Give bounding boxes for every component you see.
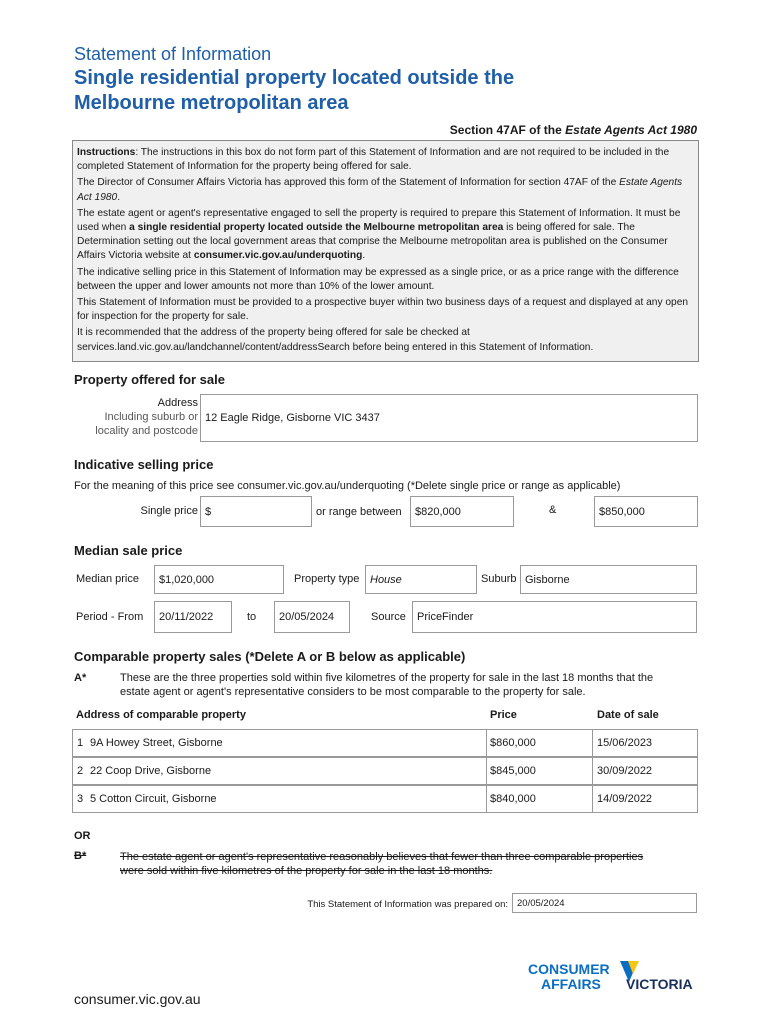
row-price[interactable]: $860,000 bbox=[490, 737, 536, 749]
period-to-field[interactable] bbox=[274, 601, 350, 633]
table-row bbox=[72, 757, 698, 785]
period-from-value: 20/11/2022 bbox=[159, 611, 214, 623]
range-ampersand: & bbox=[549, 504, 557, 516]
option-b-label: B* bbox=[74, 850, 87, 862]
logo-text-victoria: VICTORIA bbox=[626, 976, 693, 992]
or-label: OR bbox=[74, 830, 91, 842]
instructions-p3-b: is being offered for sale. The Determination setting out the local government areas that comprise the Melbourne metropolitan area is published on the Consumer Affairs Victoria website at bbox=[77, 222, 668, 262]
single-price-field[interactable] bbox=[200, 496, 312, 527]
instructions-p3-a: The estate agent or agent's representative engaged to sell the property is required to prepare this Statement of Information. It must be used when bbox=[77, 207, 681, 234]
row-address[interactable]: 9A Howey Street, Gisborne bbox=[90, 737, 223, 749]
suburb-label: Suburb bbox=[481, 573, 517, 585]
address-label-line3: locality and postcode bbox=[95, 425, 198, 437]
table-row bbox=[72, 785, 698, 813]
form-title bbox=[74, 66, 694, 116]
instructions-p2-act: Estate Agents Act 1980 bbox=[77, 177, 683, 203]
instructions-p3-bold: a single residential property located outside the Melbourne metropolitan area bbox=[129, 222, 504, 234]
section-reference bbox=[74, 123, 697, 137]
comparable-heading: Comparable property sales (*Delete A or B below as applicable) bbox=[74, 649, 466, 664]
instructions-label: Instructions bbox=[77, 147, 136, 158]
indicative-note: For the meaning of this price see consumer.vic.gov.au/underquoting (*Delete single price or range as applicable) bbox=[74, 480, 621, 492]
section-reference-prefix: Section 47AF of the bbox=[449, 123, 566, 137]
footer-url[interactable]: consumer.vic.gov.au bbox=[74, 991, 201, 1007]
instructions-p6: It is recommended that the address of the property being offered for sale be checked at services.land.vic.gov.au/landchannel/content/addressSearch before being entered in this Statement of Information. bbox=[77, 327, 594, 353]
single-price-label: Single price bbox=[140, 505, 198, 517]
range-low-value: $820,000 bbox=[415, 505, 461, 518]
instructions-box bbox=[72, 140, 699, 362]
column-divider bbox=[592, 758, 593, 784]
instructions-p3-end: . bbox=[362, 250, 366, 262]
row-price[interactable]: $840,000 bbox=[490, 793, 536, 805]
col-header-address: Address of comparable property bbox=[76, 709, 246, 721]
address-label-line1: Address bbox=[157, 397, 198, 409]
median-price-label: Median price bbox=[76, 573, 139, 585]
row-date[interactable]: 30/09/2022 bbox=[597, 765, 653, 777]
row-date[interactable]: 15/06/2023 bbox=[597, 737, 653, 749]
option-a-label: A* bbox=[74, 672, 87, 684]
form-supertitle: Statement of Information bbox=[74, 44, 272, 64]
instructions-p1-text: : The instructions in this box do not form part of this Statement of Information and are not required to be included in the completed Statement of Information for the property being offered for sale. bbox=[77, 147, 670, 173]
range-high-value: $850,000 bbox=[599, 505, 645, 518]
period-to-label: to bbox=[247, 611, 257, 623]
col-header-price: Price bbox=[490, 709, 517, 721]
range-high-field[interactable] bbox=[594, 496, 698, 527]
column-divider bbox=[592, 730, 593, 756]
instructions-p2-end: . bbox=[117, 191, 121, 203]
option-b-text-line1: The estate agent or agent's representative reasonably believes that fewer than three comparable properties bbox=[120, 851, 644, 863]
property-heading: Property offered for sale bbox=[74, 372, 225, 387]
address-label-line2: Including suburb or bbox=[104, 411, 198, 423]
instructions-p5: This Statement of Information must be provided to a prospective buyer within two business days of a request and displayed at any open for inspection for the property for sale. bbox=[77, 297, 689, 323]
row-price[interactable]: $845,000 bbox=[490, 765, 536, 777]
row-number: 3 bbox=[77, 793, 84, 805]
address-field[interactable] bbox=[200, 394, 698, 442]
period-from-field[interactable] bbox=[154, 601, 232, 633]
instructions-p3 bbox=[77, 207, 695, 264]
row-date[interactable]: 14/09/2022 bbox=[597, 793, 653, 805]
option-a-text-line1: These are the three properties sold within five kilometres of the property for sale in the last 18 months that the bbox=[120, 672, 654, 684]
suburb-field[interactable] bbox=[520, 565, 697, 594]
logo-graphic bbox=[528, 960, 703, 996]
property-type-value: House bbox=[370, 573, 402, 586]
single-price-value: $ bbox=[205, 505, 212, 518]
column-divider bbox=[486, 730, 487, 756]
address-label bbox=[72, 396, 198, 438]
property-type-field[interactable] bbox=[365, 565, 477, 594]
indicative-heading: Indicative selling price bbox=[74, 457, 214, 472]
table-row bbox=[72, 729, 698, 757]
consumer-affairs-victoria-logo bbox=[528, 960, 703, 996]
source-field[interactable] bbox=[412, 601, 697, 633]
range-label: or range between bbox=[316, 506, 402, 518]
row-address[interactable]: 22 Coop Drive, Gisborne bbox=[90, 765, 212, 777]
column-divider bbox=[486, 786, 487, 812]
prepared-date-field[interactable] bbox=[512, 893, 697, 913]
logo-text-affairs: AFFAIRS bbox=[541, 976, 601, 992]
option-b-text-line2: were sold within five kilometres of the property for sale in the last 18 months. bbox=[120, 865, 493, 877]
option-a-text bbox=[120, 671, 700, 699]
source-label: Source bbox=[371, 611, 406, 623]
source-value: PriceFinder bbox=[417, 611, 474, 623]
instructions-p2 bbox=[77, 176, 695, 204]
median-heading: Median sale price bbox=[74, 543, 183, 558]
logo-text-consumer: CONSUMER bbox=[528, 961, 610, 977]
form-title-line1: Single residential property located outside the bbox=[74, 67, 515, 89]
median-price-value: $1,020,000 bbox=[159, 573, 215, 586]
prepared-date-value: 20/05/2024 bbox=[517, 897, 565, 909]
prepared-label: This Statement of Information was prepared on: bbox=[307, 899, 508, 910]
property-type-label: Property type bbox=[294, 573, 360, 585]
row-number: 1 bbox=[77, 737, 84, 749]
column-divider bbox=[592, 786, 593, 812]
column-divider bbox=[486, 758, 487, 784]
option-b-text bbox=[120, 850, 700, 878]
range-low-field[interactable] bbox=[410, 496, 514, 527]
instructions-p2-text: The Director of Consumer Affairs Victoria has approved this form of the Statement of Information for section 47AF of the bbox=[77, 177, 620, 189]
address-value: 12 Eagle Ridge, Gisborne VIC 3437 bbox=[205, 412, 380, 424]
suburb-value: Gisborne bbox=[525, 573, 570, 586]
form-title-line2: Melbourne metropolitan area bbox=[74, 92, 349, 114]
section-reference-act: Estate Agents Act 1980 bbox=[565, 123, 697, 137]
row-address[interactable]: 5 Cotton Circuit, Gisborne bbox=[90, 793, 217, 805]
period-from-label: Period - From bbox=[76, 611, 144, 623]
instructions-p1 bbox=[77, 146, 695, 174]
option-a-text-line2: estate agent or agent's representative considers to be most comparable to the property for sale. bbox=[120, 686, 586, 698]
median-price-field[interactable] bbox=[154, 565, 284, 594]
instructions-p3-url[interactable]: consumer.vic.gov.au/underquoting bbox=[193, 250, 363, 262]
col-header-date: Date of sale bbox=[597, 709, 659, 721]
instructions-p4: The indicative selling price in this Statement of Information may be expressed as a single price, or as a price range with the difference between the upper and lower amounts not more than 10% of the lower amount. bbox=[77, 266, 679, 292]
period-to-value: 20/05/2024 bbox=[279, 611, 335, 623]
row-number: 2 bbox=[77, 765, 84, 777]
